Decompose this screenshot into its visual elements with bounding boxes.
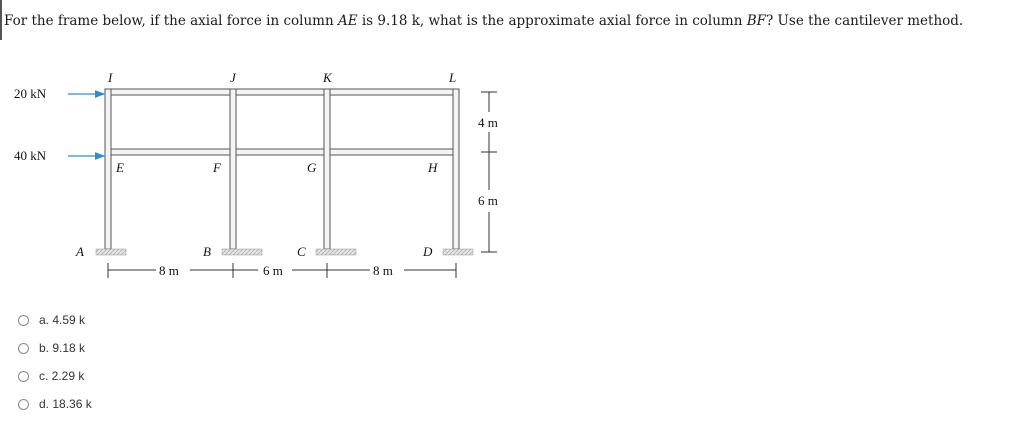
radio-button[interactable] [18,399,29,410]
question-part: ? Use the cantilever method. [766,13,964,29]
column-A [105,89,111,249]
support-B [222,249,262,255]
radio-button[interactable] [18,371,29,382]
option-c[interactable] [18,362,92,390]
joint-label: J [230,70,236,85]
question-text [4,13,963,29]
joint-label: E [116,160,124,175]
radio-button[interactable] [18,343,29,354]
option-d[interactable] [18,390,92,418]
load-label: 40 kN [14,148,47,163]
question-part: is 9.18 k, what is the approximate axial force in column [357,13,747,29]
height-label: 4 m [478,115,498,130]
joint-label: G [307,160,317,175]
span-label: 8 m [159,263,179,278]
option-label: b. 9.18 k [39,341,86,355]
option-label: d. 18.36 k [39,397,92,411]
support-label: B [203,244,211,259]
column-ref: AE [337,13,358,29]
frame-figure [0,60,530,300]
answer-options [18,306,92,418]
column-ref: BF [746,13,766,29]
support-label: D [423,244,433,259]
support-D [443,249,473,255]
span-label: 6 m [263,263,283,278]
support-C [316,249,356,255]
joint-label: F [213,160,221,175]
floor-beam [105,149,459,155]
column-C [324,89,330,249]
support-A [96,249,126,255]
radio-button[interactable] [18,315,29,326]
question-part: For the frame below, if the axial force in column [4,13,338,29]
joint-label: K [323,70,332,85]
column-D [453,89,459,249]
height-label: 6 m [478,193,498,208]
joint-label: L [449,70,457,85]
option-label: a. 4.59 k [39,313,86,327]
roof-beam [105,89,459,95]
joint-label: H [428,160,438,175]
span-label: 8 m [373,263,393,278]
option-a[interactable] [18,306,92,334]
option-label: c. 2.29 k [39,369,85,383]
load-label: 20 kN [14,86,47,101]
option-b[interactable] [18,334,92,362]
support-label: C [297,244,306,259]
left-border [0,0,2,40]
column-B [230,89,236,249]
support-label: A [76,244,84,259]
joint-label: I [108,70,113,85]
